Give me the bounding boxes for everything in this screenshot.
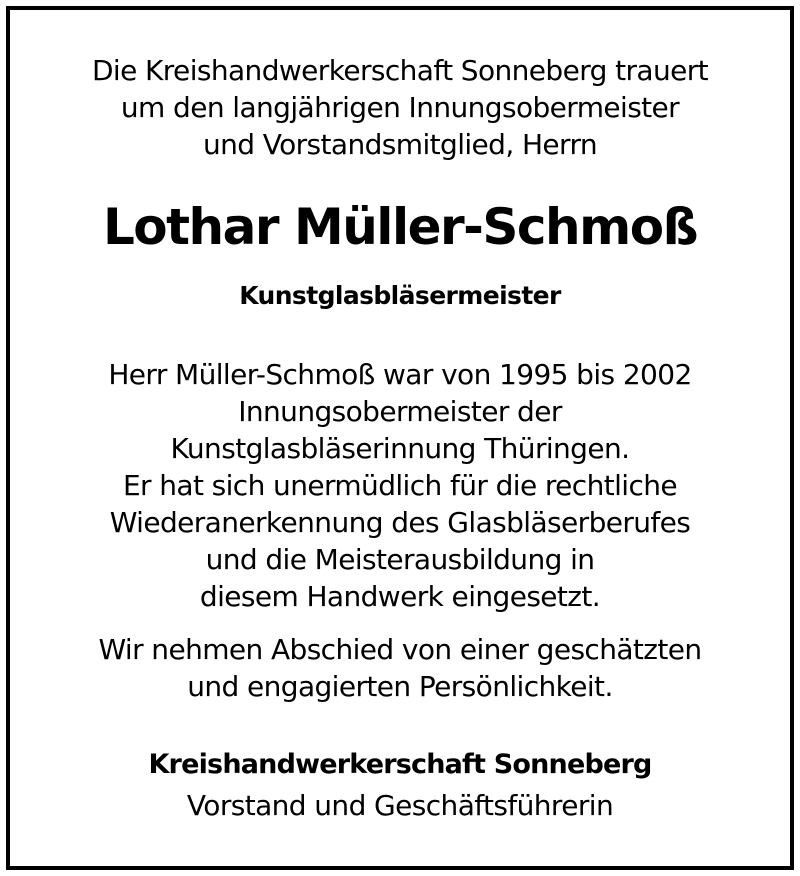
tribute-line-5: Wiederanerkennung des Glasbläserberufes: [109, 506, 691, 539]
farewell-line-1: Wir nehmen Abschied von einer geschätzten: [98, 633, 702, 666]
tribute-line-4: Er hat sich unermüdlich für die rechtliche: [122, 469, 678, 502]
intro-line-1: Die Kreishandwerkerschaft Sonneberg trauert: [91, 54, 709, 87]
signature-board: Vorstand und Geschäftsführerin: [186, 789, 614, 822]
intro-line-3: und Vorstandsmitglied, Herrn: [202, 128, 598, 161]
tribute-line-3: Kunstglasbläserinnung Thüringen.: [170, 432, 630, 465]
tribute-line-1: Herr Müller-Schmoß war von 1995 bis 2002: [108, 358, 692, 391]
signature-organization: Kreishandwerkerschaft Sonneberg: [148, 749, 652, 780]
deceased-title: Kunstglasbläsermeister: [239, 281, 561, 310]
intro-line-2: um den langjährigen Innungsobermeister: [120, 91, 680, 124]
tribute-line-7: diesem Handwerk eingesetzt.: [199, 580, 601, 613]
tribute-line-2: Innungsobermeister der: [238, 395, 562, 428]
obituary-notice: [10, 0, 790, 876]
tribute-line-6: und die Meisterausbildung in: [205, 543, 595, 576]
farewell-line-2: und engagierten Persönlichkeit.: [187, 670, 613, 703]
deceased-name: Lothar Müller-Schmoß: [102, 198, 698, 256]
